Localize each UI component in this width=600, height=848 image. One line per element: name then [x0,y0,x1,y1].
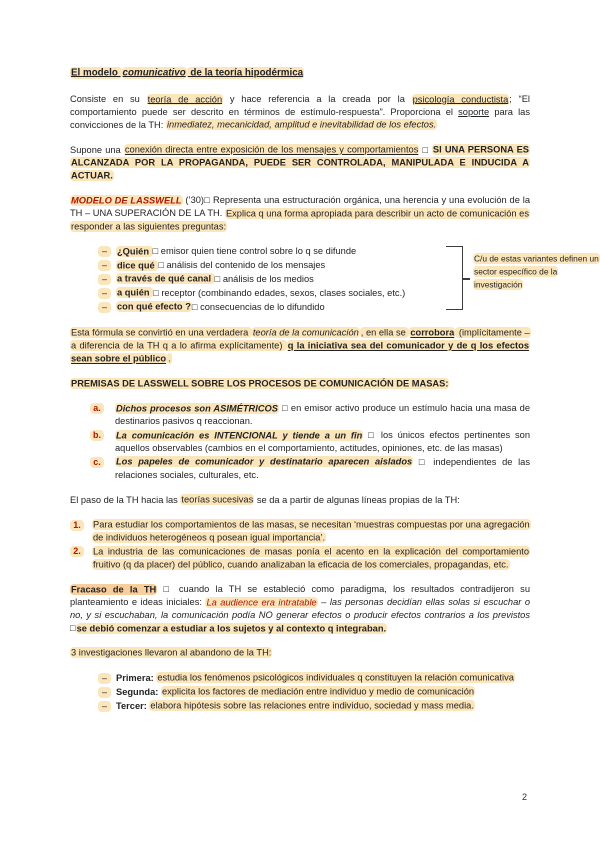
paragraph-conexion-directa: Supone una conexión directa entre exposición de los mensajes y comportamientos □ SI UNA PERSONA ES ALCANZADA POR LA PROPAGANDA, PUEDE SER CONTROLADA, MANIPULADA E INDUCIDA A ACTUAR. [70,144,529,181]
list-item [98,245,443,258]
list-item [98,700,530,713]
list-item [98,259,443,272]
list-item [90,456,530,482]
list-item-text: Dichos procesos son ASIMÉTRICOS □ en emisor activo produce un estímulo hacia una masa de destinarios pasivos q reaccionan. [115,403,530,427]
list-marker: a. [90,403,104,414]
paragraph-modelo-lasswell: MODELO DE LASSWELL (’30)□ Representa una estructuración orgánica, una herencia y una evolución de la TH – UNA SUPERACIÓN DE LA TH. Explica q una forma apropiada para describir un acto de comunicación es responder a las siguientes preguntas: [70,195,530,232]
list-item-text: Para estudiar los comportamientos de las masas, se necesitan ‘muestras compuestas por una agregación de individuos heterogéneos q posean igual importancia’. [93,519,530,543]
list-item-text: La industria de las comunicaciones de masas ponía el acento en la explicación del comportamiento fruitivo (q da placer) del público, cuando analizaban la eficacia de los comerciales, propagandas, etc. [93,546,529,570]
grouping-bracket [446,246,463,310]
list-item-text: a través de qué canal □ análisis de los medios [117,273,314,284]
list-item [90,402,530,428]
list-item-text: Los papeles de comunicador y destinatario aparecen aislados □ independientes de las relaciones sociales, culturales, etc. [115,456,530,480]
paragraph-fracaso: Fracaso de la TH □ cuando la TH se estableció como paradigma, los resultados contradijeron su planteamiento e ideas iniciales: La audience era intratable – las personas decidían ellas solas si escuchar o no, y si escuchaban, la comunicación podía NO generar efectos o producir efectos contrarios a los previstos □se debió comenzar a estudiar a los sujetos y al contexto q integraban. [70,584,530,633]
list-item-text: Primera: estudia los fenómenos psicológicos individuales q constituyen la relación comunicativa [116,672,514,683]
side-note: C/u de estas variantes definen un sector específico de la investigación [474,253,599,290]
paragraph-tres-investigaciones: 3 investigaciones llevaron al abandono de la TH: [71,647,272,658]
list-item-text: a quién □ receptor (combinando edades, sexos, clases sociales, etc.) [117,287,406,298]
lineas-list [70,519,530,572]
lasswell-questions-section [70,245,599,315]
list-item-text: Tercer: elabora hipótesis sobre las relaciones entre individuo, sociedad y mass media. [116,700,474,711]
list-marker: c. [90,457,104,468]
list-item [70,519,530,545]
list-item-text: La comunicación es INTENCIONAL y tiende a un fin □ los únicos efectos pertinentes son aquellos observables (cambios en el comportamiento, actitudes, opiniones, etc. de las masas) [115,430,530,454]
bullet-dash: – [98,246,111,257]
list-item-text: con qué efecto ?□ consecuencias de lo difundido [117,301,325,312]
list-marker: b. [90,430,104,441]
paragraph-teoria-accion: Consiste en su teoría de acción y hace referencia a la creada por la psicología conductista; “El comportamiento puede ser descrito en términos de estímulo-respuesta”. Proporciona el soporte para las convicciones de la TH: inmediatez, mecanicidad, amplitud e inevitabilidad de los efectos. [70,94,531,130]
investigaciones-list [70,672,530,713]
bullet-dash: – [98,274,111,285]
bullet-dash: – [98,288,111,299]
bullet-dash: – [98,673,111,684]
bullet-dash: – [98,302,111,313]
list-marker: 1. [70,520,84,531]
list-item [98,301,443,314]
paragraph-formula: Esta fórmula se convirtió en una verdadera teoría de la comunicación , en ella se corrobora (implícitamente – a diferencia de la TH q a lo afirma explícitamente) q la iniciativa sea del comunicador y de q los efectos sean sobre el público . [71,327,530,364]
page-number: 2 [521,792,527,802]
premisas-list [70,402,530,481]
paragraph-paso-th: El paso de la TH hacia las teorías sucesivas se da a partir de algunas líneas propias de la TH: [70,494,460,505]
bullet-dash: – [98,701,111,712]
list-item-text: dice qué □ análisis del contenido de los mensajes [117,260,326,271]
list-item [90,429,530,455]
list-marker: 2. [70,546,84,557]
list-item [98,672,530,685]
doc-title: El modelo comunicativo de la teoría hipodérmica [71,67,304,78]
list-item [98,273,443,286]
bullet-dash: – [98,260,111,271]
lasswell-questions-list [70,245,443,315]
bullet-dash: – [98,687,111,698]
list-item-text: ¿Quién □ emisor quien tiene control sobre lo q se difunde [117,246,357,257]
list-item [98,287,443,300]
heading-premisas: PREMISAS DE LASSWELL SOBRE LOS PROCESOS DE COMUNICACIÓN DE MASAS: [71,378,449,389]
list-item [98,686,530,699]
list-item [70,545,530,571]
list-item-text: Segunda: explicita los factores de mediación entre individuo y medio de comunicación [116,686,475,697]
